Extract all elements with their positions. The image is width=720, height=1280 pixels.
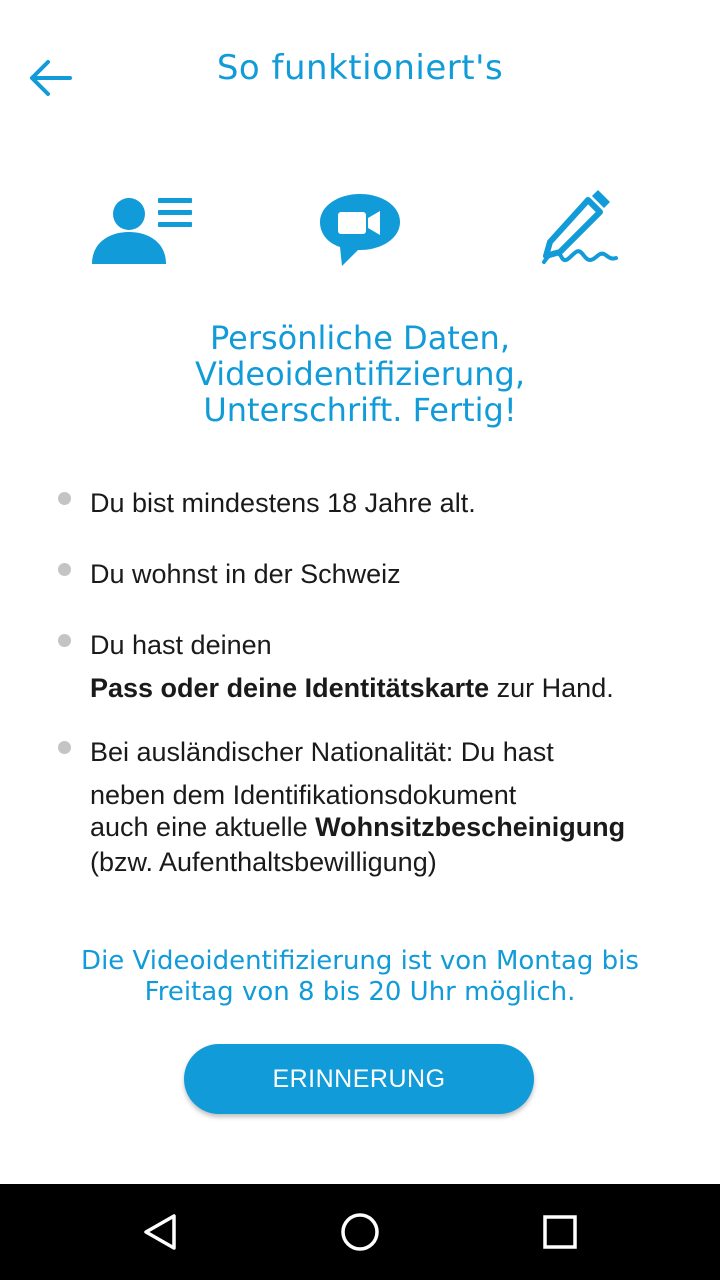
- headline: [60, 320, 660, 428]
- nav-home-button[interactable]: [332, 1204, 388, 1260]
- requirement-pre: auch eine aktuelle: [90, 812, 316, 842]
- requirement-text: (bzw. Aufenthaltsbewilligung): [90, 847, 437, 877]
- bullet-icon: [58, 563, 71, 576]
- list-item: [56, 559, 676, 630]
- nav-recents-button[interactable]: [532, 1204, 588, 1260]
- note-line: Die Videoidentifizierung ist von Montag bis: [81, 946, 639, 976]
- page-title: So funktioniert's: [216, 48, 504, 88]
- requirement-text: Bei ausländischer Nationalität: Du hast: [90, 737, 554, 767]
- headline-line: Persönliche Daten,: [210, 319, 510, 357]
- person-details-icon: [90, 190, 194, 270]
- bullet-icon: [58, 492, 71, 505]
- bullet-icon: [58, 741, 71, 754]
- requirement-text: neben dem Identifikationsdokument: [90, 780, 517, 810]
- requirements-list: [56, 488, 676, 880]
- requirement-rest: zur Hand.: [489, 673, 614, 703]
- requirement-bold: Wohnsitzbescheinigung: [315, 812, 626, 842]
- requirement-text: Du bist mindestens 18 Jahre alt.: [90, 488, 476, 518]
- list-item: [56, 630, 676, 737]
- bullet-icon: [58, 634, 71, 647]
- nav-back-button[interactable]: [132, 1204, 188, 1260]
- headline-line: Videoidentifizierung,: [195, 355, 525, 393]
- video-chat-icon: [316, 190, 404, 270]
- reminder-button[interactable]: ERINNERUNG: [184, 1044, 534, 1114]
- note-line: Freitag von 8 bis 20 Uhr möglich.: [144, 977, 576, 1007]
- requirement-text: [90, 673, 676, 703]
- requirement-text: Du wohnst in der Schweiz: [90, 559, 401, 589]
- requirement-text: [90, 810, 676, 845]
- nav-back-icon: [140, 1212, 180, 1252]
- nav-recents-icon: [540, 1212, 580, 1252]
- nav-home-icon: [339, 1211, 381, 1253]
- navigation-bar: [0, 1184, 720, 1280]
- headline-line: Unterschrift. Fertig!: [203, 391, 517, 429]
- requirement-text: Du hast deinen: [90, 630, 272, 660]
- requirement-bold: Pass oder deine Identitätskarte: [90, 673, 490, 703]
- availability-note: [40, 946, 680, 1008]
- list-item: [56, 488, 676, 559]
- pen-signature-icon: [540, 190, 620, 270]
- list-item: [56, 737, 676, 880]
- status-bar: [0, 0, 720, 36]
